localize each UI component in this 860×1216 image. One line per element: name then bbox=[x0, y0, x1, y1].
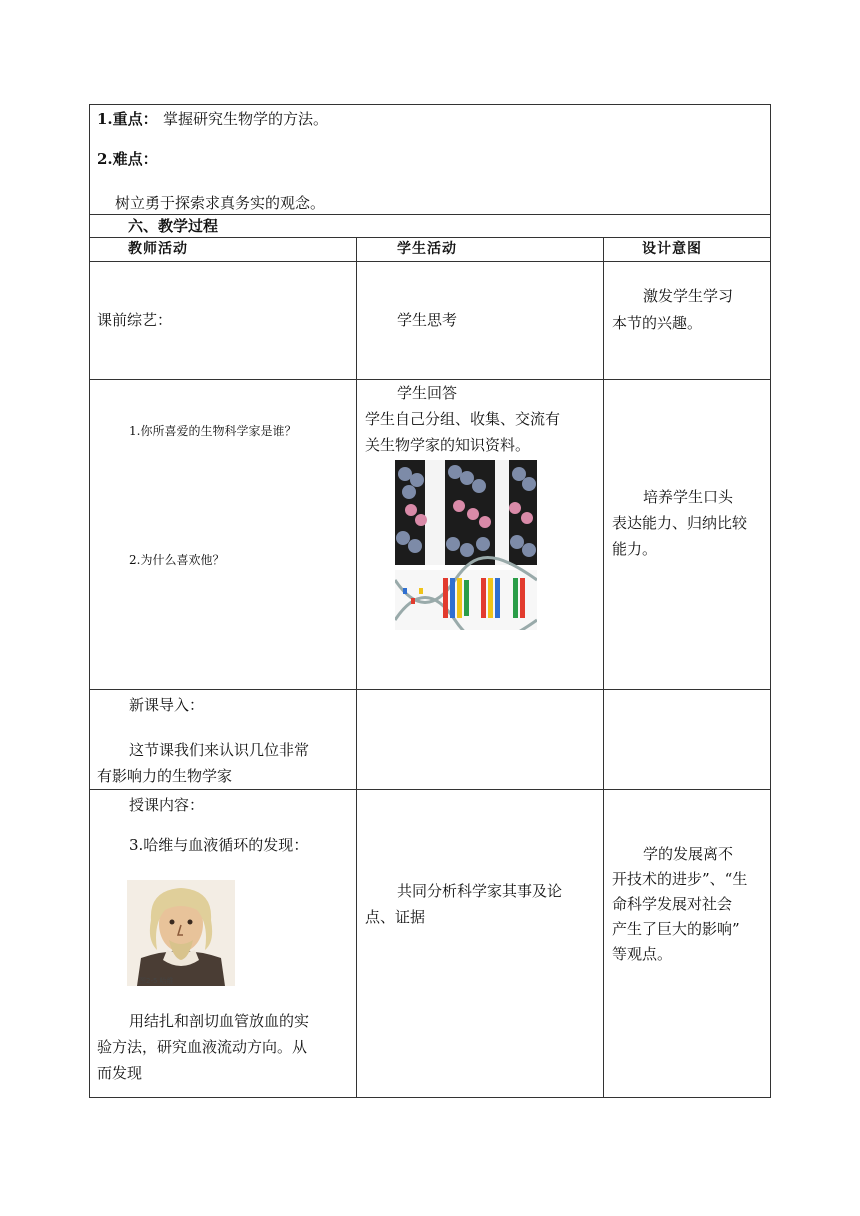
row4-teacher-line3: 用结扎和剖切血管放血的实 bbox=[129, 1012, 310, 1030]
header-student: 学生活动 bbox=[397, 241, 457, 257]
row3-teacher-line1: 新课导入： bbox=[129, 696, 205, 714]
row1-intent-line2: 本节的兴趣。 bbox=[612, 314, 703, 332]
row2-student-line2: 学生自己分组、收集、交流有 bbox=[365, 410, 561, 428]
row3-teacher-line2: 这节课我们来认识几位非常 bbox=[129, 741, 310, 759]
row4-intent-line2: 开技术的进步”、“生 bbox=[612, 870, 748, 888]
row4-teacher-line2: 3.哈维与血液循环的发现： bbox=[129, 836, 309, 854]
row1-teacher: 课前综艺： bbox=[97, 311, 173, 329]
column-divider bbox=[356, 237, 357, 1098]
difficulty-label: 2.难点： bbox=[97, 150, 158, 168]
key-point-text: 掌握研究生物学的方法。 bbox=[163, 110, 329, 128]
row4-intent-line3: 命科学发展对社会 bbox=[612, 895, 733, 913]
row3-teacher-line3: 有影响力的生物学家 bbox=[97, 767, 233, 785]
row4-teacher-line4: 验方法，研究血液流动方向。从 bbox=[97, 1038, 308, 1056]
row1-intent-line1: 激发学生学习 bbox=[643, 287, 734, 305]
dna-illustration bbox=[395, 460, 537, 630]
row4-student-line2: 点、证据 bbox=[365, 908, 426, 926]
row2-intent-line2: 表达能力、归纳比较 bbox=[612, 514, 748, 532]
row4-teacher-line1: 授课内容： bbox=[129, 796, 205, 814]
header-teacher: 教师活动 bbox=[128, 241, 188, 257]
row-divider bbox=[89, 689, 771, 690]
row2-intent-line1: 培养学生口头 bbox=[643, 488, 734, 506]
row2-student-line3: 关生物学家的知识资料。 bbox=[365, 436, 531, 454]
row4-student-line1: 共同分析科学家其事及论 bbox=[397, 882, 563, 900]
row4-intent-line4: 产生了巨大的影响” bbox=[612, 920, 740, 938]
harvey-portrait bbox=[127, 880, 235, 986]
row-divider bbox=[89, 789, 771, 790]
row2-intent-line3: 能力。 bbox=[612, 540, 658, 558]
row2-teacher-q2: 2.为什么喜欢他？ bbox=[129, 553, 225, 567]
column-divider bbox=[603, 237, 604, 1098]
row4-intent-line5: 等观点。 bbox=[612, 945, 673, 963]
key-point-label: 1.重点： bbox=[97, 110, 158, 128]
row1-student: 学生思考 bbox=[397, 311, 458, 329]
row4-intent-line1: 学的发展离不 bbox=[643, 845, 734, 863]
row2-student-line1: 学生回答 bbox=[397, 384, 458, 402]
difficulty-text: 树立勇于探索求真务实的观念。 bbox=[115, 194, 326, 212]
header-intent: 设计意图 bbox=[642, 241, 702, 257]
portrait-caption: 图2-5 哈维 bbox=[139, 977, 174, 985]
row4-teacher-line5: 而发现 bbox=[97, 1064, 143, 1082]
row2-teacher-q1: 1.你所喜爱的生物科学家是谁？ bbox=[129, 424, 297, 438]
section-title: 六、教学过程 bbox=[128, 217, 219, 235]
